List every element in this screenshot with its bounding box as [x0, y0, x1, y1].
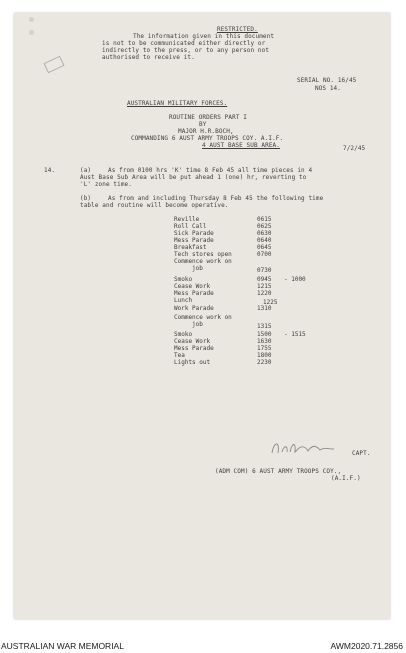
schedule-time: 0630 — [257, 230, 272, 237]
schedule-extra: - 1000 — [284, 276, 306, 283]
schedule-task: Lights out — [174, 359, 211, 366]
para-b-line: As from and including Thursday 8 Feb 45 the following time — [108, 195, 324, 202]
schedule-task: Sick Parade — [174, 230, 214, 237]
serial-number: SERIAL NO. 16/45 — [297, 77, 357, 84]
schedule-time: 0700 — [257, 251, 272, 258]
schedule-time: 1310 — [257, 305, 272, 312]
para-a-line: As from 0100 hrs 'K' time 8 Feb 45 all time pieces in 4 — [108, 167, 313, 174]
schedule-task: Reville — [174, 216, 200, 223]
schedule-task: Work Parade — [174, 305, 214, 312]
footer-accession: AWM2020.71.2856 — [330, 641, 403, 651]
schedule-task: Breakfast — [174, 244, 207, 251]
forces-title: AUSTRALIAN MILITARY FORCES. — [127, 100, 228, 107]
para-a-line: Aust Base Sub Area will be put ahead 1 (one) hr, reverting to — [80, 174, 307, 181]
schedule-task: Smoko — [174, 331, 193, 338]
schedule-time: 1755 — [257, 345, 272, 352]
schedule-task: Commence work on — [174, 314, 232, 321]
schedule-task: Roll Call — [174, 223, 207, 230]
notice-line: indirectly to the press, or to any person not — [102, 47, 270, 54]
para-b-line: table and routine will become operative. — [80, 202, 229, 209]
commanding-line: COMMANDING 6 AUST ARMY TROOPS COY. A.I.F. — [131, 135, 284, 142]
schedule-task: Tea — [174, 352, 185, 359]
schedule-time: 0615 — [257, 216, 272, 223]
schedule-time: 1800 — [257, 352, 272, 359]
restricted-label: RESTRICTED. — [217, 26, 258, 33]
schedule-time: 0945 — [257, 276, 272, 283]
schedule-task: Commence work on — [174, 258, 232, 265]
signature-unit: (ADM COM) 6 AUST ARMY TROOPS COY., — [215, 468, 342, 475]
schedule-task: Tech stores open — [174, 251, 232, 258]
schedule-task: job — [174, 265, 203, 272]
schedule-extra: - 1515 — [284, 331, 306, 338]
capt-label: CAPT. — [352, 450, 371, 457]
punch-hole — [29, 17, 34, 22]
schedule-time: 0730 — [257, 267, 272, 274]
punch-hole — [29, 30, 34, 35]
notice-line: The information given in this document — [133, 33, 275, 40]
schedule-task: job — [174, 321, 203, 328]
handwritten-signature — [268, 437, 340, 457]
footer-institution: AUSTRALIAN WAR MEMORIAL — [1, 641, 124, 651]
major-name: MAJOR H.R.BOCH, — [178, 128, 234, 135]
schedule-time: 1630 — [257, 338, 272, 345]
schedule-time: 1315 — [257, 323, 272, 330]
schedule-time: 1220 — [257, 290, 272, 297]
schedule-task: Mess Parade — [174, 237, 214, 244]
orders-title: ROUTINE ORDERS PART I — [169, 114, 247, 121]
by-label: BY — [199, 121, 207, 128]
schedule-time: 2230 — [257, 359, 272, 366]
schedule-time: 0645 — [257, 244, 272, 251]
schedule-task: Cease Work — [174, 283, 211, 290]
schedule-task: Mess Parade — [174, 345, 214, 352]
schedule-task: Mess Parade — [174, 290, 214, 297]
order-date: 7/2/45 — [343, 145, 366, 152]
schedule-time: 1500 — [257, 331, 272, 338]
schedule-task: Smoko — [174, 276, 193, 283]
schedule-time: 1215 — [257, 283, 272, 290]
nos-number: NOS 14. — [315, 85, 341, 92]
schedule-time: 1225 — [263, 299, 278, 306]
schedule-task: Lunch — [174, 297, 193, 304]
schedule-time: 0625 — [257, 223, 272, 230]
notice-line: authorised to receive it. — [102, 54, 195, 61]
notice-line: is not to be communicated either directly or — [102, 40, 266, 47]
schedule-task: Cease Work — [174, 338, 211, 345]
para-a-label: (a) — [80, 167, 92, 174]
signature-unit-aif: (A.I.F.) — [331, 475, 361, 482]
item-number: 14. — [44, 167, 56, 174]
schedule-time: 0640 — [257, 237, 272, 244]
para-b-label: (b) — [80, 195, 92, 202]
area-line: 4 AUST BASE SUB AREA. — [202, 142, 280, 149]
para-a-line: 'L' zone time. — [80, 181, 132, 188]
